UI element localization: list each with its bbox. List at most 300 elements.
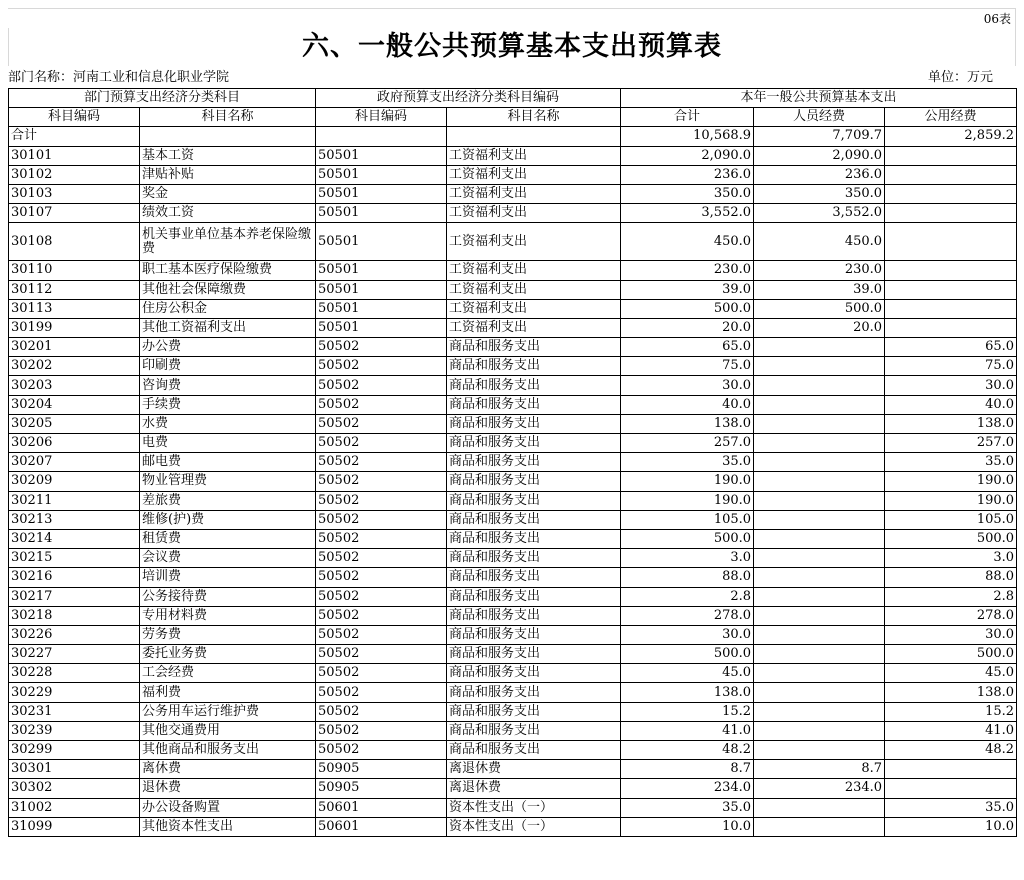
cell-gov-name: 商品和服务支出: [447, 414, 621, 433]
cell-personnel: [754, 529, 885, 548]
cell-gov-name: 商品和服务支出: [447, 453, 621, 472]
cell-gov-code: 50601: [316, 817, 447, 836]
cell-gov-code: 50502: [316, 376, 447, 395]
table-row: [9, 645, 1017, 664]
cell-code: 30229: [9, 683, 140, 702]
cell-gov-name: 工资福利支出: [447, 165, 621, 184]
cell-gov-name: 商品和服务支出: [447, 491, 621, 510]
cell-total: 75.0: [621, 357, 754, 376]
cell-total: 230.0: [621, 261, 754, 280]
cell-name: 办公费: [140, 338, 316, 357]
cell-name: 公务用车运行维护费: [140, 702, 316, 721]
cell-public: [885, 184, 1017, 203]
cell-gov-name: 离退休费: [447, 779, 621, 798]
table-row: [9, 760, 1017, 779]
cell-public: 138.0: [885, 414, 1017, 433]
cell-personnel: [754, 568, 885, 587]
cell-gov-code: 50501: [316, 184, 447, 203]
cell-total: 35.0: [621, 798, 754, 817]
cell-name: 电费: [140, 434, 316, 453]
cell-total: 190.0: [621, 491, 754, 510]
table-row: [9, 338, 1017, 357]
cell-total: 350.0: [621, 184, 754, 203]
cell-name: 水费: [140, 414, 316, 433]
cell-personnel: [754, 625, 885, 644]
cell-gov-code: 50502: [316, 587, 447, 606]
cell-total: 65.0: [621, 338, 754, 357]
cell-personnel: [754, 472, 885, 491]
header-group-row: [9, 89, 1017, 108]
cell-gov-code: 50502: [316, 606, 447, 625]
cell-public: 10.0: [885, 817, 1017, 836]
cell-code: 30214: [9, 529, 140, 548]
cell-code: 30102: [9, 165, 140, 184]
cell-total: 88.0: [621, 568, 754, 587]
cell-gov-name: 商品和服务支出: [447, 683, 621, 702]
cell-public: 45.0: [885, 664, 1017, 683]
cell-gov-code: 50502: [316, 434, 447, 453]
cell-total: 40.0: [621, 395, 754, 414]
cell-public: 190.0: [885, 491, 1017, 510]
cell-gov-name: 商品和服务支出: [447, 702, 621, 721]
cell-personnel: [754, 798, 885, 817]
cell-public: [885, 760, 1017, 779]
cell-public: 278.0: [885, 606, 1017, 625]
cell-gov-code: 50502: [316, 568, 447, 587]
table-row: [9, 702, 1017, 721]
cell-code: 30107: [9, 204, 140, 223]
cell-name: 其他交通费用: [140, 721, 316, 740]
cell-name: 租赁费: [140, 529, 316, 548]
table-row: [9, 817, 1017, 836]
cell-code: 30202: [9, 357, 140, 376]
cell-total: 450.0: [621, 223, 754, 261]
table-row: [9, 491, 1017, 510]
table-row: [9, 165, 1017, 184]
cell-public: 500.0: [885, 645, 1017, 664]
cell-gov-code: 50502: [316, 338, 447, 357]
cell-gov-code: 50502: [316, 357, 447, 376]
cell-name: 职工基本医疗保险缴费: [140, 261, 316, 280]
cell-code: 31099: [9, 817, 140, 836]
cell-name: 工会经费: [140, 664, 316, 683]
table-row: [9, 529, 1017, 548]
cell-gov-code: 50502: [316, 702, 447, 721]
cell-gov-code: 50501: [316, 318, 447, 337]
cell-gov-name: 商品和服务支出: [447, 721, 621, 740]
cell-public: 3.0: [885, 549, 1017, 568]
table-row: [9, 453, 1017, 472]
cell-public: [885, 261, 1017, 280]
cell-gov-code: 50502: [316, 491, 447, 510]
cell-personnel: 39.0: [754, 280, 885, 299]
total-label: 合计: [9, 127, 140, 146]
cell-personnel: 230.0: [754, 261, 885, 280]
cell-gov-name: 工资福利支出: [447, 184, 621, 203]
cell-total: 3,552.0: [621, 204, 754, 223]
cell-gov-code: 50501: [316, 165, 447, 184]
total-empty: [316, 127, 447, 146]
cell-name: 印刷费: [140, 357, 316, 376]
cell-public: 257.0: [885, 434, 1017, 453]
cell-total: 8.7: [621, 760, 754, 779]
table-row: [9, 510, 1017, 529]
cell-total: 45.0: [621, 664, 754, 683]
cell-public: [885, 165, 1017, 184]
cell-public: [885, 779, 1017, 798]
cell-code: 30216: [9, 568, 140, 587]
cell-personnel: [754, 434, 885, 453]
cell-gov-code: 50502: [316, 414, 447, 433]
cell-name: 差旅费: [140, 491, 316, 510]
total-personnel: 7,709.7: [754, 127, 885, 146]
cell-public: 48.2: [885, 741, 1017, 760]
cell-total: 105.0: [621, 510, 754, 529]
cell-total: 500.0: [621, 299, 754, 318]
cell-total: 35.0: [621, 453, 754, 472]
total-sum: 10,568.9: [621, 127, 754, 146]
cell-personnel: 450.0: [754, 223, 885, 261]
cell-public: [885, 318, 1017, 337]
cell-public: 35.0: [885, 453, 1017, 472]
cell-personnel: [754, 395, 885, 414]
cell-gov-name: 工资福利支出: [447, 280, 621, 299]
table-row: [9, 741, 1017, 760]
cell-personnel: [754, 549, 885, 568]
cell-code: 30215: [9, 549, 140, 568]
cell-personnel: [754, 741, 885, 760]
cell-total: 48.2: [621, 741, 754, 760]
cell-gov-name: 工资福利支出: [447, 299, 621, 318]
cell-public: 75.0: [885, 357, 1017, 376]
cell-public: [885, 204, 1017, 223]
cell-total: 278.0: [621, 606, 754, 625]
cell-personnel: 500.0: [754, 299, 885, 318]
cell-code: 30239: [9, 721, 140, 740]
cell-gov-name: 工资福利支出: [447, 261, 621, 280]
table-row: [9, 184, 1017, 203]
cell-gov-name: 工资福利支出: [447, 318, 621, 337]
cell-gov-name: 商品和服务支出: [447, 338, 621, 357]
cell-code: 30203: [9, 376, 140, 395]
cell-total: 500.0: [621, 645, 754, 664]
cell-name: 咨询费: [140, 376, 316, 395]
cell-gov-name: 商品和服务支出: [447, 549, 621, 568]
cell-public: 138.0: [885, 683, 1017, 702]
cell-name: 公务接待费: [140, 587, 316, 606]
cell-personnel: [754, 817, 885, 836]
cell-personnel: [754, 645, 885, 664]
cell-gov-code: 50502: [316, 683, 447, 702]
header-public: 公用经费: [885, 108, 1017, 127]
cell-personnel: 20.0: [754, 318, 885, 337]
cell-gov-name: 商品和服务支出: [447, 587, 621, 606]
table-row: [9, 549, 1017, 568]
cell-gov-code: 50501: [316, 146, 447, 165]
unit-label: 单位：万元: [928, 70, 994, 85]
table-row: [9, 146, 1017, 165]
table-row: [9, 280, 1017, 299]
cell-code: 30110: [9, 261, 140, 280]
budget-sheet: [8, 8, 1016, 837]
total-empty: [140, 127, 316, 146]
cell-code: 30211: [9, 491, 140, 510]
header-group-basic: 本年一般公共预算基本支出: [621, 89, 1017, 108]
cell-name: 住房公积金: [140, 299, 316, 318]
cell-personnel: [754, 510, 885, 529]
cell-name: 物业管理费: [140, 472, 316, 491]
cell-total: 138.0: [621, 414, 754, 433]
cell-name: 其他工资福利支出: [140, 318, 316, 337]
cell-gov-name: 商品和服务支出: [447, 645, 621, 664]
header-name: 科目名称: [140, 108, 316, 127]
cell-gov-code: 50502: [316, 741, 447, 760]
cell-code: 30201: [9, 338, 140, 357]
table-row: [9, 223, 1017, 261]
cell-name: 会议费: [140, 549, 316, 568]
cell-public: 65.0: [885, 338, 1017, 357]
table-row: [9, 414, 1017, 433]
cell-public: 15.2: [885, 702, 1017, 721]
cell-personnel: [754, 702, 885, 721]
cell-code: 30101: [9, 146, 140, 165]
header-gov-code: 科目编码: [316, 108, 447, 127]
cell-code: 30209: [9, 472, 140, 491]
cell-code: 30207: [9, 453, 140, 472]
cell-name: 维修(护)费: [140, 510, 316, 529]
budget-table: [8, 88, 1017, 837]
cell-total: 190.0: [621, 472, 754, 491]
cell-name: 办公设备购置: [140, 798, 316, 817]
cell-gov-code: 50502: [316, 721, 447, 740]
cell-gov-code: 50502: [316, 529, 447, 548]
table-row: [9, 587, 1017, 606]
cell-name: 机关事业单位基本养老保险缴费: [140, 223, 316, 261]
cell-gov-code: 50502: [316, 453, 447, 472]
table-row: [9, 798, 1017, 817]
cell-total: 2,090.0: [621, 146, 754, 165]
cell-personnel: 234.0: [754, 779, 885, 798]
cell-code: 30112: [9, 280, 140, 299]
table-row: [9, 204, 1017, 223]
cell-gov-code: 50502: [316, 664, 447, 683]
cell-gov-code: 50501: [316, 223, 447, 261]
table-row: [9, 472, 1017, 491]
cell-code: 30227: [9, 645, 140, 664]
cell-public: [885, 146, 1017, 165]
cell-code: 30301: [9, 760, 140, 779]
cell-total: 30.0: [621, 376, 754, 395]
cell-name: 奖金: [140, 184, 316, 203]
cell-name: 福利费: [140, 683, 316, 702]
table-row: [9, 434, 1017, 453]
cell-personnel: 350.0: [754, 184, 885, 203]
cell-personnel: [754, 376, 885, 395]
cell-total: 30.0: [621, 625, 754, 644]
cell-gov-code: 50502: [316, 549, 447, 568]
cell-code: 30218: [9, 606, 140, 625]
cell-gov-code: 50502: [316, 472, 447, 491]
cell-name: 离休费: [140, 760, 316, 779]
cell-gov-name: 商品和服务支出: [447, 472, 621, 491]
cell-name: 专用材料费: [140, 606, 316, 625]
header-gov-name: 科目名称: [447, 108, 621, 127]
cell-code: 30228: [9, 664, 140, 683]
cell-code: 30226: [9, 625, 140, 644]
cell-gov-name: 商品和服务支出: [447, 664, 621, 683]
header-code: 科目编码: [9, 108, 140, 127]
cell-code: 30113: [9, 299, 140, 318]
cell-total: 234.0: [621, 779, 754, 798]
cell-code: 30199: [9, 318, 140, 337]
cell-public: 88.0: [885, 568, 1017, 587]
total-empty: [447, 127, 621, 146]
cell-personnel: [754, 414, 885, 433]
cell-code: 30206: [9, 434, 140, 453]
cell-total: 3.0: [621, 549, 754, 568]
cell-public: [885, 299, 1017, 318]
cell-gov-name: 工资福利支出: [447, 223, 621, 261]
cell-gov-name: 商品和服务支出: [447, 606, 621, 625]
cell-gov-name: 商品和服务支出: [447, 376, 621, 395]
cell-gov-name: 工资福利支出: [447, 146, 621, 165]
cell-total: 20.0: [621, 318, 754, 337]
cell-code: 30299: [9, 741, 140, 760]
cell-personnel: [754, 721, 885, 740]
cell-personnel: 236.0: [754, 165, 885, 184]
cell-total: 15.2: [621, 702, 754, 721]
cell-code: 31002: [9, 798, 140, 817]
cell-gov-name: 资本性支出（一）: [447, 817, 621, 836]
cell-gov-name: 商品和服务支出: [447, 529, 621, 548]
cell-public: 105.0: [885, 510, 1017, 529]
cell-total: 257.0: [621, 434, 754, 453]
cell-name: 退休费: [140, 779, 316, 798]
table-row: [9, 261, 1017, 280]
cell-gov-name: 商品和服务支出: [447, 510, 621, 529]
cell-name: 其他资本性支出: [140, 817, 316, 836]
cell-name: 手续费: [140, 395, 316, 414]
cell-name: 绩效工资: [140, 204, 316, 223]
cell-name: 委托业务费: [140, 645, 316, 664]
cell-personnel: [754, 338, 885, 357]
cell-name: 其他商品和服务支出: [140, 741, 316, 760]
cell-personnel: [754, 587, 885, 606]
table-row: [9, 568, 1017, 587]
table-row: [9, 683, 1017, 702]
cell-gov-name: 工资福利支出: [447, 204, 621, 223]
table-row: [9, 606, 1017, 625]
total-public: 2,859.2: [885, 127, 1017, 146]
cell-name: 邮电费: [140, 453, 316, 472]
cell-total: 41.0: [621, 721, 754, 740]
cell-gov-code: 50501: [316, 204, 447, 223]
cell-public: [885, 280, 1017, 299]
cell-total: 2.8: [621, 587, 754, 606]
cell-personnel: 2,090.0: [754, 146, 885, 165]
cell-public: [885, 223, 1017, 261]
cell-personnel: [754, 357, 885, 376]
cell-code: 30205: [9, 414, 140, 433]
cell-gov-name: 商品和服务支出: [447, 357, 621, 376]
header-personnel: 人员经费: [754, 108, 885, 127]
cell-total: 236.0: [621, 165, 754, 184]
cell-personnel: 3,552.0: [754, 204, 885, 223]
cell-name: 培训费: [140, 568, 316, 587]
table-row: [9, 779, 1017, 798]
table-row: [9, 357, 1017, 376]
cell-gov-code: 50501: [316, 280, 447, 299]
cell-code: 30103: [9, 184, 140, 203]
cell-public: 41.0: [885, 721, 1017, 740]
cell-public: 35.0: [885, 798, 1017, 817]
header-group-dept: 部门预算支出经济分类科目: [9, 89, 316, 108]
header-total: 合计: [621, 108, 754, 127]
cell-gov-name: 商品和服务支出: [447, 741, 621, 760]
table-row: [9, 376, 1017, 395]
cell-gov-name: 商品和服务支出: [447, 568, 621, 587]
department-name: 部门名称：河南工业和信息化职业学院: [8, 70, 230, 85]
cell-code: 30213: [9, 510, 140, 529]
cell-total: 10.0: [621, 817, 754, 836]
cell-name: 劳务费: [140, 625, 316, 644]
cell-gov-code: 50502: [316, 625, 447, 644]
cell-code: 30108: [9, 223, 140, 261]
cell-public: 40.0: [885, 395, 1017, 414]
cell-personnel: [754, 491, 885, 510]
table-row: [9, 664, 1017, 683]
cell-public: 30.0: [885, 376, 1017, 395]
cell-gov-code: 50502: [316, 510, 447, 529]
cell-public: 190.0: [885, 472, 1017, 491]
cell-code: 30302: [9, 779, 140, 798]
cell-gov-name: 商品和服务支出: [447, 625, 621, 644]
cell-gov-code: 50905: [316, 779, 447, 798]
table-row: [9, 625, 1017, 644]
cell-personnel: [754, 453, 885, 472]
cell-code: 30204: [9, 395, 140, 414]
cell-public: 30.0: [885, 625, 1017, 644]
cell-code: 30217: [9, 587, 140, 606]
table-row: [9, 318, 1017, 337]
cell-public: 2.8: [885, 587, 1017, 606]
header-group-gov: 政府预算支出经济分类科目编码: [316, 89, 621, 108]
page-title: 六、一般公共预算基本支出预算表: [8, 28, 1016, 66]
cell-name: 其他社会保障缴费: [140, 280, 316, 299]
cell-personnel: [754, 606, 885, 625]
cell-public: 500.0: [885, 529, 1017, 548]
cell-gov-name: 商品和服务支出: [447, 434, 621, 453]
cell-gov-code: 50502: [316, 645, 447, 664]
cell-personnel: [754, 664, 885, 683]
cell-name: 基本工资: [140, 146, 316, 165]
cell-total: 138.0: [621, 683, 754, 702]
cell-gov-name: 离退休费: [447, 760, 621, 779]
cell-gov-code: 50501: [316, 261, 447, 280]
cell-code: 30231: [9, 702, 140, 721]
cell-personnel: 8.7: [754, 760, 885, 779]
table-row: [9, 299, 1017, 318]
cell-gov-code: 50501: [316, 299, 447, 318]
header-column-row: [9, 108, 1017, 127]
cell-gov-code: 50905: [316, 760, 447, 779]
cell-gov-name: 资本性支出（一）: [447, 798, 621, 817]
form-number: 06表: [8, 8, 1016, 28]
cell-total: 500.0: [621, 529, 754, 548]
cell-personnel: [754, 683, 885, 702]
table-row: [9, 395, 1017, 414]
meta-line: [8, 66, 1016, 88]
